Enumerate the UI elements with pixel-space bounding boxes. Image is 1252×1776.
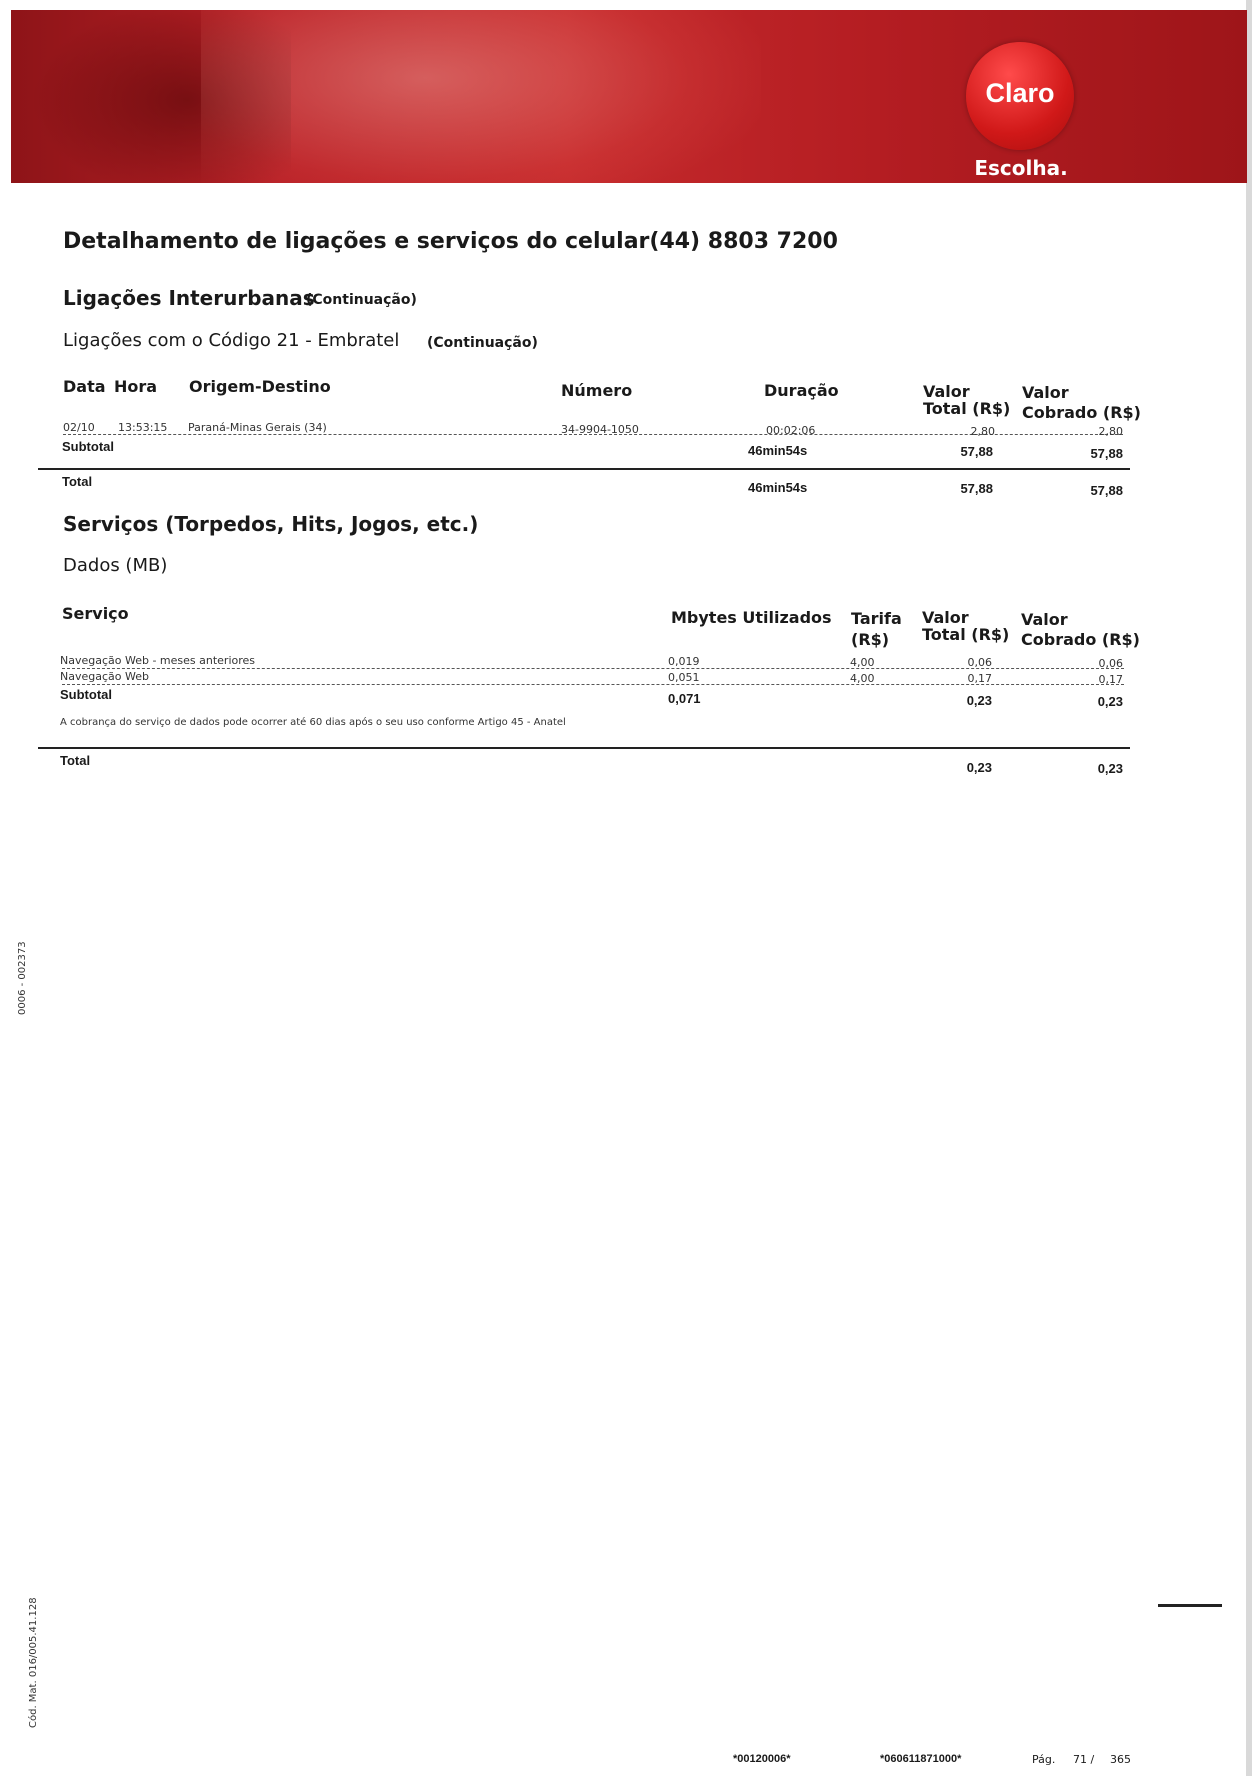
cell-mbytes: 0,051 [668,671,700,684]
cell-tarifa: 4,00 [850,672,875,685]
cell-data: 02/10 [63,421,95,434]
banner-photo [201,10,761,183]
cell-servico: Navegação Web - meses anteriores [60,654,256,667]
cell-servico: Navegação Web [60,670,149,683]
subtotal-valor-cobrado: 57,88 [1090,446,1123,461]
continuation-label: (Continuação) [427,335,538,351]
total-valor-cobrado: 57,88 [1090,483,1123,498]
page-edge [1246,0,1252,1776]
column-header-valor-cobrado-unit: Cobrado (R$) [1021,630,1140,649]
continuation-label: (Continuação) [306,292,417,308]
column-header-tarifa-unit: (R$) [851,630,890,649]
total-label: Total [62,474,93,489]
cell-valor-total: 0,17 [967,672,992,685]
column-header-valor-cobrado-unit: Cobrado (R$) [1022,403,1141,422]
header-banner [11,10,1247,183]
data-billing-note: A cobrança do serviço de dados pode ocorrer até 60 dias após o seu uso conforme Artigo 45 - Anatel [60,717,566,728]
subtotal-label: Subtotal [62,439,114,454]
footer-code-1: *00120006* [733,1753,791,1765]
cell-valor-total: 2,80 [970,425,995,438]
column-header-servico: Serviço [62,604,129,623]
cell-duracao: 00:02:06 [766,424,816,437]
total-label: Total [60,753,91,768]
section-title: Ligações Interurbanas [63,286,315,310]
column-header-mbytes: Mbytes Utilizados [671,608,832,627]
page-label: Pág. [1032,1753,1056,1766]
section-subtitle: Dados (MB) [63,555,168,576]
column-header-numero: Número [561,381,633,400]
cell-tarifa: 4,00 [850,656,875,669]
column-header-valor-total: Valor [922,608,969,627]
cell-mbytes: 0,019 [668,655,700,668]
cell-hora: 13:53:15 [118,421,168,434]
footer-code-2: *060611871000* [880,1753,962,1765]
column-header-valor-cobrado: Valor [1022,383,1069,402]
total-duracao: 46min54s [748,480,808,495]
tagline: Escolha. [974,156,1068,180]
divider [38,468,1130,470]
column-header-valor-total-unit: Total (R$) [923,399,1011,418]
cell-numero: 34-9904-1050 [561,423,639,436]
subtotal-mbytes: 0,071 [668,691,701,706]
subtotal-valor-total: 57,88 [960,444,993,459]
cell-valor-cobrado: 0,17 [1098,673,1123,686]
fold-mark [1158,1604,1222,1607]
divider [38,747,1130,749]
subtotal-label: Subtotal [60,687,112,702]
column-header-valor-total-unit: Total (R$) [922,625,1010,644]
cell-valor-total: 0,06 [967,656,992,669]
total-valor-cobrado: 0,23 [1097,761,1123,776]
column-header-hora: Hora [114,377,158,396]
column-header-origem: Origem-Destino [189,377,331,396]
cell-valor-cobrado: 0,06 [1098,657,1123,670]
claro-logo [966,42,1074,150]
cell-valor-cobrado: 2,80 [1098,425,1123,438]
column-header-duracao: Duração [764,381,839,400]
total-valor-total: 0,23 [966,760,992,775]
side-code: 0006 - 002373 [17,941,28,1015]
page-number: 71 / [1073,1753,1095,1766]
subtotal-valor-cobrado: 0,23 [1097,694,1123,709]
subtotal-duracao: 46min54s [748,443,808,458]
section-subtitle: Ligações com o Código 21 - Embratel [63,330,400,351]
logo-text: Claro [985,78,1055,108]
subtotal-valor-total: 0,23 [966,693,992,708]
total-pages: 365 [1110,1753,1131,1766]
page-title: Detalhamento de ligações e serviços do celular(44) 8803 7200 [63,229,838,254]
column-header-data: Data [63,377,106,396]
column-header-tarifa: Tarifa [851,609,902,628]
side-cod-mat: Cód. Mat. 016/005.41.128 [28,1597,39,1728]
column-header-valor-cobrado: Valor [1021,610,1068,629]
total-valor-total: 57,88 [960,481,993,496]
column-header-valor-total: Valor [923,382,970,401]
cell-origem: Paraná-Minas Gerais (34) [188,421,327,434]
section-title: Serviços (Torpedos, Hits, Jogos, etc.) [63,512,479,536]
